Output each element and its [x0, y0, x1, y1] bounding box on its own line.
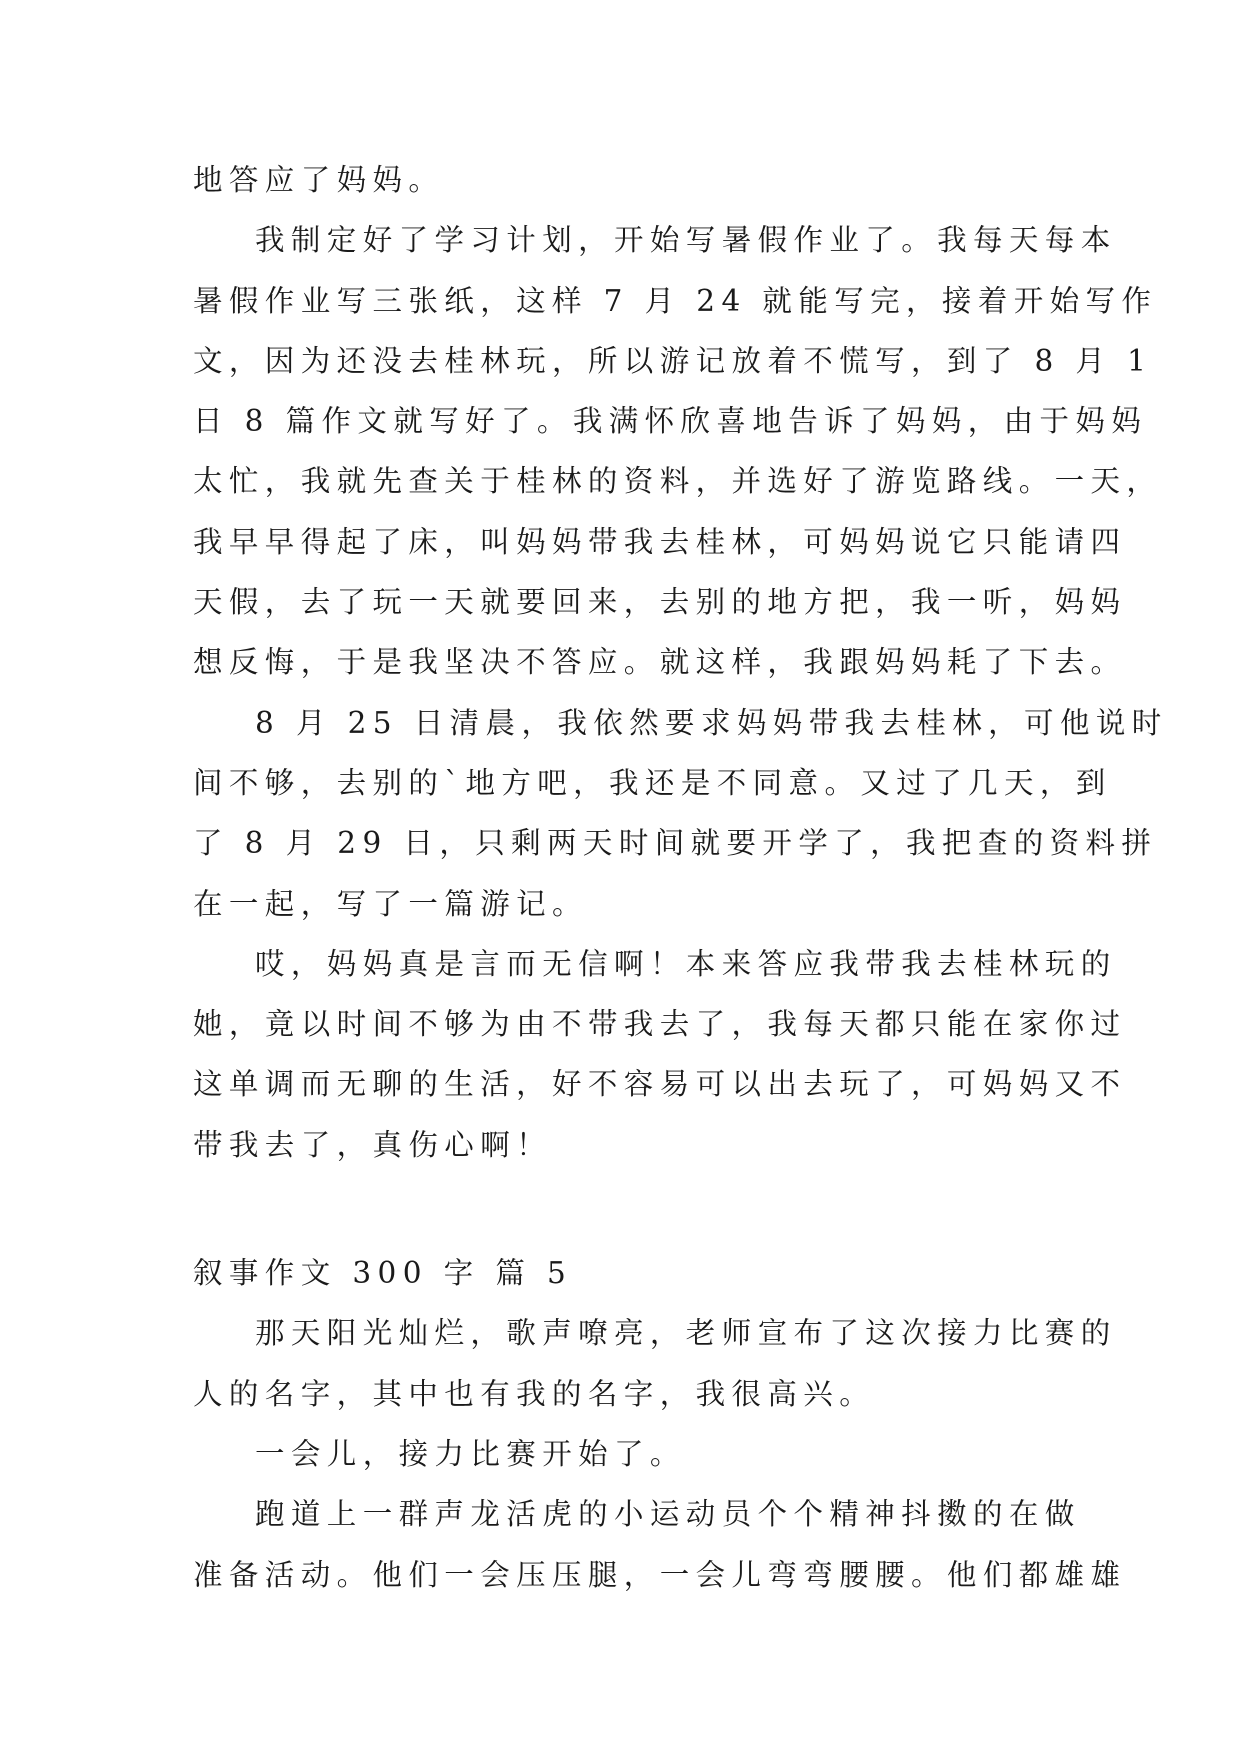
text-line: 人的名字，其中也有我的名字，我很高兴。 — [193, 1376, 876, 1411]
text-line: 在一起，写了一篇游记。 — [193, 886, 588, 921]
text-line: 太忙，我就先查关于桂林的资料，并选好了游览路线。一天， — [193, 464, 1163, 499]
text-line: 天假，去了玩一天就要回来，去别的地方把，我一听，妈妈 — [193, 585, 1127, 620]
text-line: 间不够，去别的`地方吧，我还是不同意。又过了几天，到 — [193, 765, 1112, 800]
text-line: 文，因为还没去桂林玩，所以游记放着不慌写，到了 8 月 1 — [193, 343, 1153, 378]
text-line: 我早早得起了床，叫妈妈带我去桂林，可妈妈说它只能请四 — [193, 524, 1127, 559]
paragraph-start-line: 那天阳光灿烂，歌声嘹亮，老师宣布了这次接力比赛的 — [255, 1316, 1117, 1351]
text-line: 带我去了，真伤心啊！ — [193, 1127, 553, 1162]
document-body — [193, 158, 1168, 1613]
text-line: 了 8 月 29 日，只剩两天时间就要开学了，我把查的资料拼 — [193, 826, 1158, 861]
section-gap — [193, 1183, 1073, 1251]
text-line: 这单调而无聊的生活，好不容易可以出去玩了，可妈妈又不 — [193, 1067, 1127, 1102]
text-line: 准备活动。他们一会压压腿，一会儿弯弯腰腰。他们都雄雄 — [193, 1557, 1127, 1592]
text-line: 日 8 篇作文就写好了。我满怀欣喜地告诉了妈妈，由于妈妈 — [193, 404, 1148, 439]
text-line: 暑假作业写三张纸，这样 7 月 24 就能写完，接着开始写作 — [193, 283, 1158, 318]
paragraph-start-line: 我制定好了学习计划，开始写暑假作业了。我每天每本 — [255, 223, 1117, 258]
paragraph-start-line: 一会儿，接力比赛开始了。 — [255, 1436, 686, 1471]
paragraph-start-line: 哎，妈妈真是言而无信啊！本来答应我带我去桂林玩的 — [255, 946, 1117, 981]
section-heading: 叙事作文 300 字 篇 5 — [193, 1256, 573, 1291]
text-line: 她，竟以时间不够为由不带我去了，我每天都只能在家你过 — [193, 1007, 1127, 1042]
paragraph-start-line: 跑道上一群声龙活虎的小运动员个个精神抖擞的在做 — [255, 1497, 1081, 1532]
text-line: 想反悔，于是我坚决不答应。就这样，我跟妈妈耗了下去。 — [193, 645, 1127, 680]
text-line: 地答应了妈妈。 — [193, 163, 445, 197]
paragraph-start-line: 8 月 25 日清晨，我依然要求妈妈带我去桂林，可他说时 — [255, 705, 1168, 740]
